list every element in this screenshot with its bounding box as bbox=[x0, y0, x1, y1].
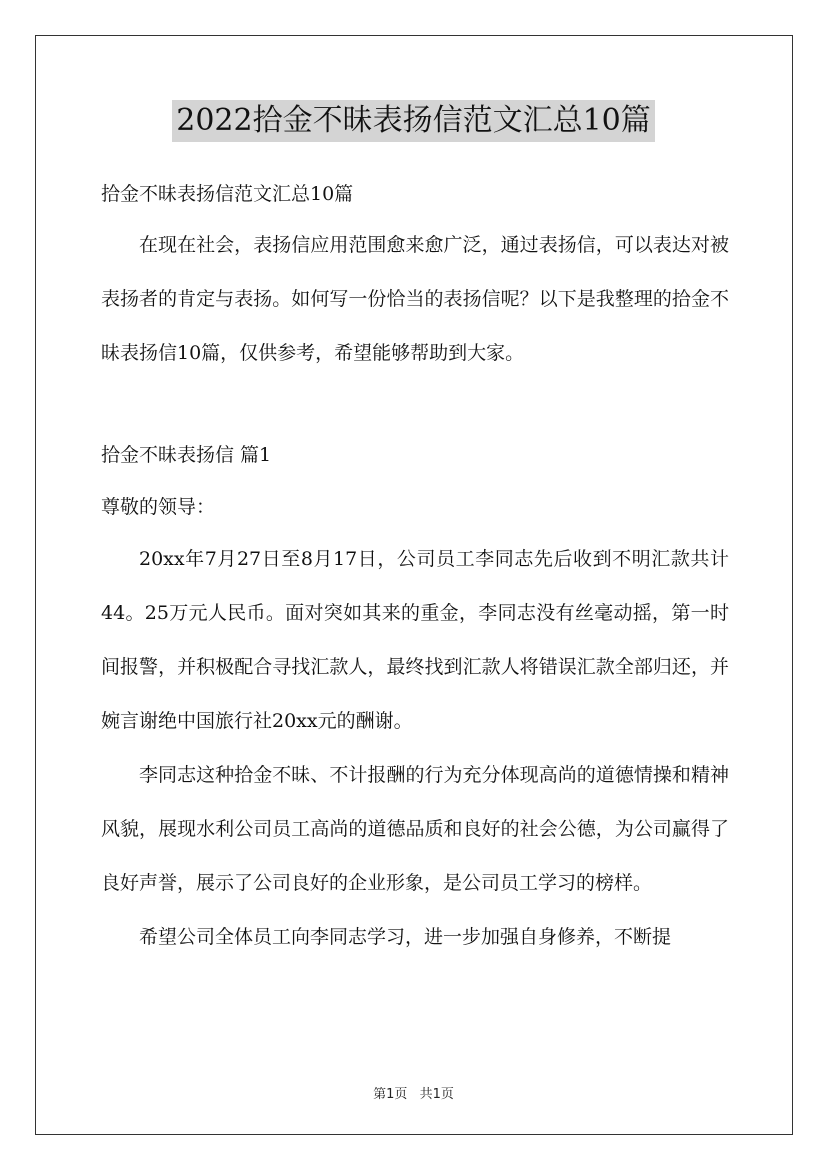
salutation: 尊敬的领导： bbox=[101, 496, 216, 518]
page-total: 共1页 bbox=[419, 1087, 454, 1102]
body-paragraph-3: 希望公司全体员工向李同志学习，进一步加强自身修养，不断提 bbox=[139, 926, 672, 948]
page-number: 第1页 bbox=[373, 1087, 408, 1102]
document-subtitle: 拾金不昧表扬信范文汇总10篇 bbox=[101, 183, 354, 205]
section-gap bbox=[101, 380, 729, 428]
intro-paragraph: 在现在社会，表扬信应用范围愈来愈广泛，通过表扬信，可以表达对被表扬者的肯定与表扬。如何写一份恰当的表扬信呢？以下是我整理的拾金不昧表扬信10篇，仅供参考，希望能够帮助到大家。 bbox=[101, 234, 729, 364]
section-heading: 拾金不昧表扬信 篇1 bbox=[101, 444, 272, 466]
title-container bbox=[0, 100, 827, 142]
document-body bbox=[101, 172, 729, 964]
page-footer bbox=[0, 1083, 827, 1102]
body-paragraph-2: 李同志这种拾金不昧、不计报酬的行为充分体现高尚的道德情操和精神风貌，展现水利公司员工高尚的道德品质和良好的社会公德，为公司赢得了良好声誉，展示了公司良好的企业形象，是公司员工学习的榜样。 bbox=[101, 764, 729, 894]
document-title: 2022拾金不昧表扬信范文汇总10篇 bbox=[172, 100, 655, 142]
body-paragraph-1: 20xx年7月27日至8月17日，公司员工李同志先后收到不明汇款共计44。25万元人民币。面对突如其来的重金，李同志没有丝毫动摇，第一时间报警，并积极配合寻找汇款人，最终找到汇款人将错误汇款全部归还，并婉言谢绝中国旅行社20xx元的酬谢。 bbox=[101, 548, 729, 732]
